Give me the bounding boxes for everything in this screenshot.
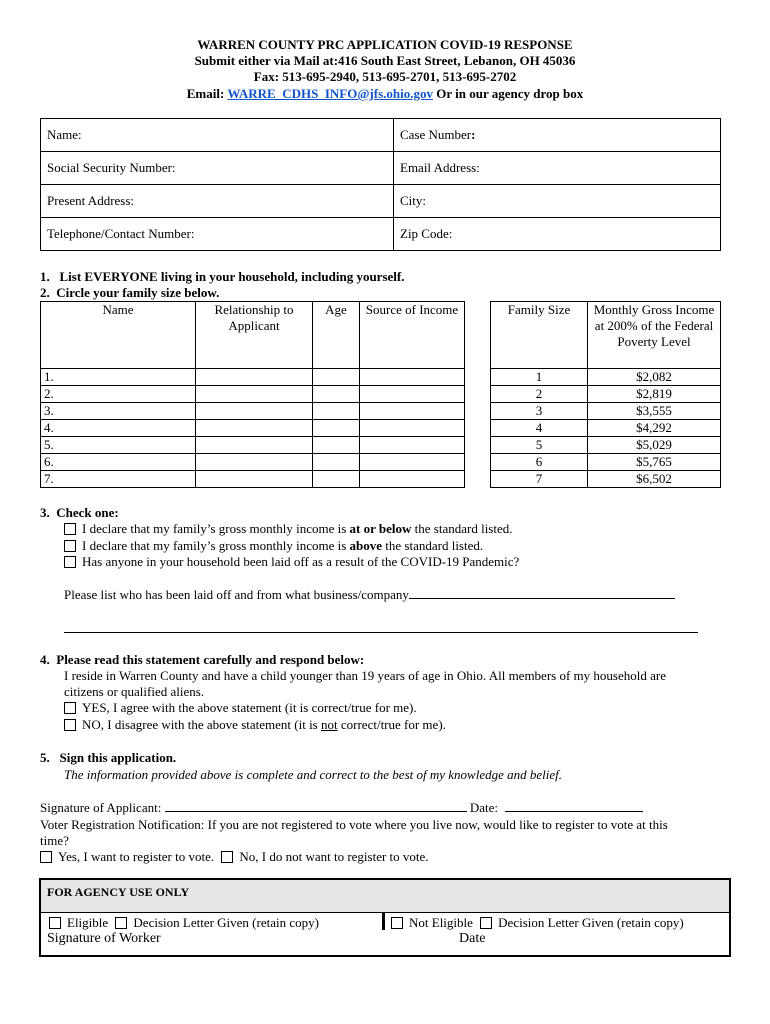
checkbox-icon[interactable] — [391, 917, 403, 929]
section5-subtitle: The information provided above is complete and correct to the best of my knowledge and belief. — [64, 767, 562, 782]
household-table — [40, 301, 465, 488]
agency-header — [41, 880, 729, 913]
table-row — [491, 454, 721, 471]
city-field[interactable] — [394, 185, 721, 218]
income-source-cell[interactable] — [360, 420, 465, 437]
laid-off-input-line-2[interactable] — [64, 632, 698, 633]
checkbox-icon[interactable] — [221, 851, 233, 863]
option-emphasis: at or below — [349, 521, 412, 536]
date-input[interactable] — [505, 799, 643, 812]
checkbox-icon[interactable] — [49, 917, 61, 929]
case-number-label: Case Number — [400, 127, 472, 142]
row-number[interactable]: 6. — [41, 454, 196, 471]
table-row — [41, 386, 465, 403]
table-row — [41, 454, 465, 471]
row-number[interactable]: 2. — [41, 386, 196, 403]
income-source-cell[interactable] — [360, 403, 465, 420]
laid-off-option[interactable] — [64, 554, 519, 570]
checkbox-icon[interactable] — [115, 917, 127, 929]
option-text-end: the standard listed. — [382, 538, 484, 553]
row-number[interactable]: 5. — [41, 437, 196, 454]
relationship-cell[interactable] — [196, 454, 313, 471]
laid-off-input-line[interactable] — [409, 586, 675, 599]
option-text: NO, I disagree with the above statement (it is — [82, 717, 321, 732]
table-row — [41, 437, 465, 454]
email-line — [0, 86, 770, 102]
email-field[interactable] — [394, 152, 721, 185]
age-cell[interactable] — [313, 386, 360, 403]
agency-date-label[interactable]: Date — [459, 931, 486, 946]
table-row — [41, 471, 465, 488]
col-header-family-size: Family Size — [491, 302, 588, 369]
table-row — [41, 369, 465, 386]
not-eligible-row — [391, 915, 684, 931]
voter-options — [40, 849, 429, 865]
family-size-cell[interactable]: 1 — [491, 369, 588, 386]
income-limit-cell: $2,082 — [588, 369, 721, 386]
table-row — [491, 437, 721, 454]
checkbox-icon[interactable] — [64, 540, 76, 552]
row-number[interactable]: 3. — [41, 403, 196, 420]
mail-address-line: Submit either via Mail at:416 South East Street, Lebanon, OH 45036 — [194, 53, 576, 68]
option-underline: not — [321, 717, 338, 732]
relationship-cell[interactable] — [196, 369, 313, 386]
age-cell[interactable] — [313, 403, 360, 420]
row-number[interactable]: 7. — [41, 471, 196, 488]
section1-item2: 2. Circle your family size below. — [40, 285, 220, 300]
family-size-cell[interactable]: 2 — [491, 386, 588, 403]
voter-yes-label[interactable]: Yes, I want to register to vote. — [58, 849, 215, 864]
relationship-cell[interactable] — [196, 403, 313, 420]
not-eligible-label[interactable]: Not Eligible — [409, 915, 473, 930]
email-address-label: Email Address: — [400, 160, 480, 175]
laid-off-prompt — [64, 586, 675, 603]
col-header-age: Age — [313, 302, 360, 369]
income-at-or-below-option[interactable] — [64, 521, 513, 537]
checkbox-icon[interactable] — [64, 523, 76, 535]
income-source-cell[interactable] — [360, 437, 465, 454]
checkbox-icon[interactable] — [64, 719, 76, 731]
signature-input[interactable] — [165, 799, 467, 812]
age-cell[interactable] — [313, 420, 360, 437]
zip-field[interactable] — [394, 218, 721, 251]
section1-item1: 1. List EVERYONE living in your household, including yourself. — [40, 269, 405, 284]
relationship-cell[interactable] — [196, 471, 313, 488]
table-row — [491, 369, 721, 386]
residency-statement-line1: I reside in Warren County and have a child younger than 19 years of age in Ohio. All members of my household are — [64, 668, 666, 683]
family-size-table — [490, 301, 721, 488]
agency-divider — [382, 912, 385, 930]
fax-line: Fax: 513-695-2940, 513-695-2701, 513-695-2702 — [253, 69, 517, 84]
section3-title: 3. Check one: — [40, 505, 119, 520]
relationship-cell[interactable] — [196, 437, 313, 454]
email-label: Email: — [186, 86, 225, 101]
case-number-field[interactable] — [394, 119, 721, 152]
decision-letter-label[interactable]: Decision Letter Given (retain copy) — [498, 915, 684, 930]
email-suffix: Or in our agency drop box — [436, 86, 584, 101]
age-cell[interactable] — [313, 437, 360, 454]
income-limit-cell: $5,765 — [588, 454, 721, 471]
family-size-cell[interactable]: 5 — [491, 437, 588, 454]
case-number-colon: : — [471, 127, 476, 142]
table-row — [491, 386, 721, 403]
residency-statement-line2: citizens or qualified aliens. — [64, 684, 205, 699]
col-header-relationship: Relationship to Applicant — [196, 302, 313, 369]
income-source-cell[interactable] — [360, 454, 465, 471]
decision-letter-label[interactable]: Decision Letter Given (retain copy) — [133, 915, 319, 930]
col-header-monthly-income: Monthly Gross Income at 200% of the Federal Poverty Level — [588, 302, 721, 369]
income-limit-cell: $3,555 — [588, 403, 721, 420]
option-text-end: the standard listed. — [411, 521, 513, 536]
table-row — [41, 403, 465, 420]
family-size-cell[interactable]: 4 — [491, 420, 588, 437]
applicant-info-table — [40, 118, 721, 251]
name-label: Name: — [47, 127, 82, 142]
income-above-option[interactable] — [64, 538, 483, 554]
checkbox-icon[interactable] — [40, 851, 52, 863]
income-limit-cell: $4,292 — [588, 420, 721, 437]
option-text: YES, I agree with the above statement (it is correct/true for me). — [82, 700, 417, 715]
signature-label: Signature of Applicant: — [40, 800, 165, 815]
table-row — [41, 420, 465, 437]
row-number[interactable]: 4. — [41, 420, 196, 437]
agree-option[interactable] — [64, 700, 417, 716]
col-header-income-source: Source of Income — [360, 302, 465, 369]
form-title: WARREN COUNTY PRC APPLICATION COVID-19 RESPONSE — [197, 37, 573, 52]
ssn-label: Social Security Number: — [47, 160, 176, 175]
disagree-option[interactable] — [64, 717, 446, 733]
relationship-cell[interactable] — [196, 420, 313, 437]
phone-field[interactable] — [41, 218, 394, 251]
age-cell[interactable] — [313, 471, 360, 488]
agency-use-box — [39, 878, 731, 957]
section5-title: 5. Sign this application. — [40, 750, 177, 765]
city-label: City: — [400, 193, 427, 208]
name-field[interactable] — [41, 119, 394, 152]
ssn-field[interactable] — [41, 152, 394, 185]
section4-title: 4. Please read this statement carefully and respond below: — [40, 652, 365, 667]
address-field[interactable] — [41, 185, 394, 218]
relationship-cell[interactable] — [196, 386, 313, 403]
table-row — [491, 420, 721, 437]
eligible-label[interactable]: Eligible — [67, 915, 109, 930]
laid-off-prompt-text: Please list who has been laid off and from what business/company — [64, 587, 409, 602]
checkbox-icon[interactable] — [64, 556, 76, 568]
age-cell[interactable] — [313, 454, 360, 471]
worker-signature-label[interactable]: Signature of Worker — [47, 931, 161, 946]
checkbox-icon[interactable] — [480, 917, 492, 929]
voter-notification-line2: time? — [40, 833, 69, 848]
family-size-cell[interactable]: 7 — [491, 471, 588, 488]
phone-label: Telephone/Contact Number: — [47, 226, 195, 241]
table-row — [491, 403, 721, 420]
date-label: Date: — [466, 800, 502, 815]
income-source-cell[interactable] — [360, 386, 465, 403]
family-size-cell[interactable]: 3 — [491, 403, 588, 420]
option-emphasis: above — [349, 538, 383, 553]
income-source-cell[interactable] — [360, 471, 465, 488]
income-limit-cell: $2,819 — [588, 386, 721, 403]
option-text: I declare that my family’s gross monthly income is — [82, 521, 350, 536]
income-limit-cell: $5,029 — [588, 437, 721, 454]
income-source-cell[interactable] — [360, 369, 465, 386]
income-limit-cell: $6,502 — [588, 471, 721, 488]
checkbox-icon[interactable] — [64, 702, 76, 714]
age-cell[interactable] — [313, 369, 360, 386]
voter-notification-line1: Voter Registration Notification: If you are not registered to vote where you live now, would like to register to vote at this — [40, 817, 668, 832]
option-text-end: correct/true for me). — [337, 717, 446, 732]
address-label: Present Address: — [47, 193, 135, 208]
table-row — [491, 471, 721, 488]
eligible-row — [49, 915, 319, 931]
option-text: I declare that my family’s gross monthly income is — [82, 538, 350, 553]
col-header-name: Name — [41, 302, 196, 369]
zip-label: Zip Code: — [400, 226, 453, 241]
family-size-cell[interactable]: 6 — [491, 454, 588, 471]
email-link[interactable]: WARRE_CDHS_INFO@jfs.ohio.gov — [227, 86, 433, 101]
option-text: Has anyone in your household been laid off as a result of the COVID-19 Pandemic? — [82, 554, 520, 569]
row-number[interactable]: 1. — [41, 369, 196, 386]
signature-line — [40, 799, 643, 816]
agency-title: FOR AGENCY USE ONLY — [47, 885, 190, 899]
voter-no-label[interactable]: No, I do not want to register to vote. — [239, 849, 429, 864]
